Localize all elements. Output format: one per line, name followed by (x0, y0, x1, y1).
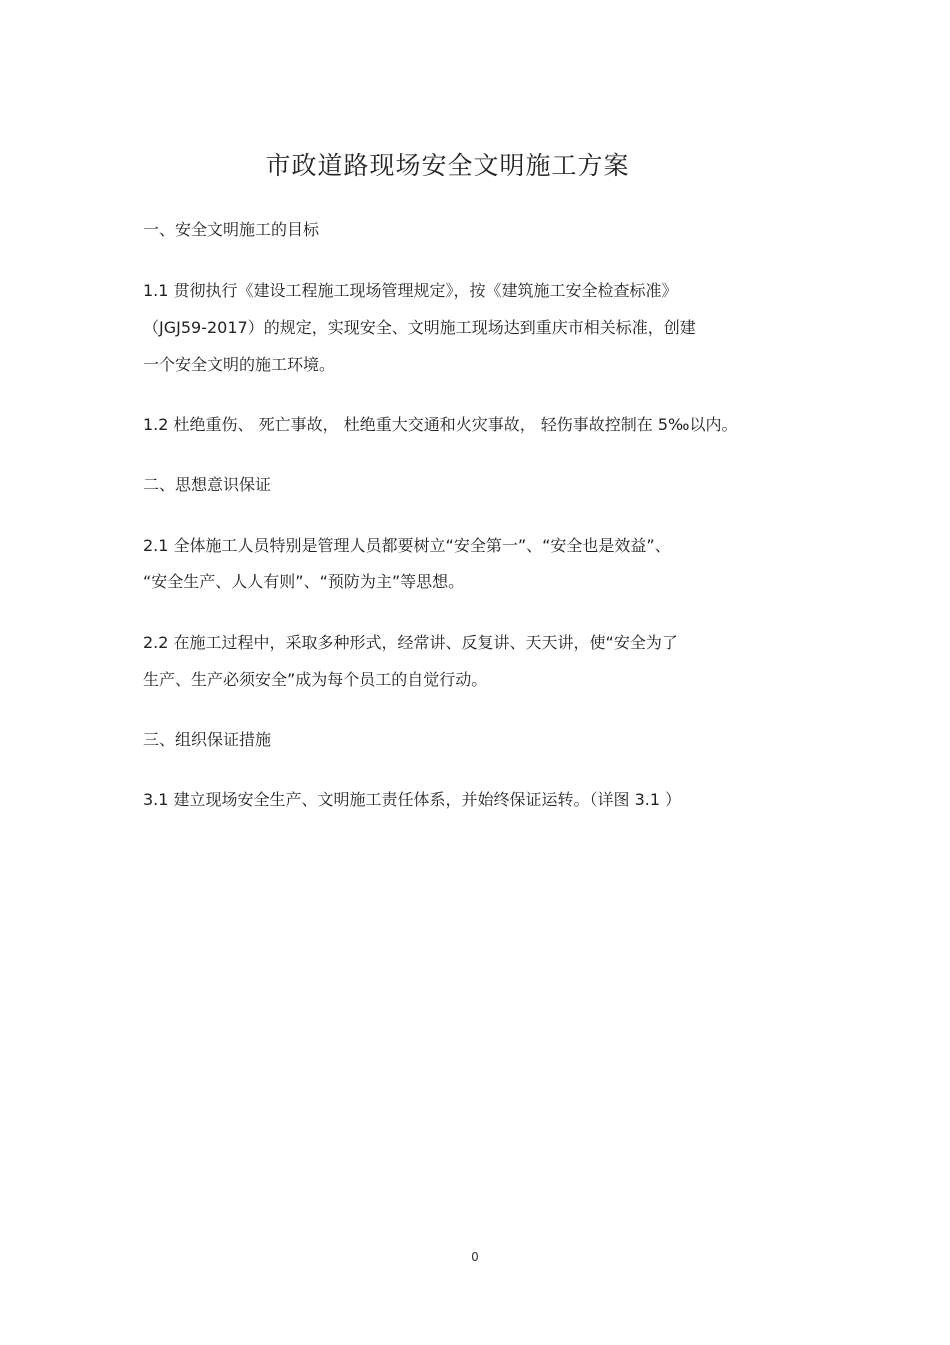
paragraph-2-1-line-1: 2.1 全体施工人员特别是管理人员都要树立“安全第一”、“安全也是效益”、 (143, 536, 671, 555)
paragraph-2-1-line-2: “安全生产、人人有则”、“预防为主”等思想。 (143, 572, 465, 591)
section-heading-3: 三、组织保证措施 (143, 730, 272, 749)
paragraph-1-1-line-2: （JGJ59-2017）的规定，实现安全、文明施工现场达到重庆市相关标准，创建 (143, 318, 696, 337)
paragraph-2-2-line-1: 2.2 在施工过程中，采取多种形式，经常讲、反复讲、天天讲，使“安全为了 (143, 633, 678, 652)
document-title: 市政道路现场安全文明施工方案 (265, 151, 630, 180)
paragraph-1-1-line-1: 1.1 贯彻执行《建设工程施工现场管理规定》，按《建筑施工安全检查标准》 (143, 281, 678, 300)
section-heading-2: 二、思想意识保证 (143, 475, 272, 494)
page-number: 0 (471, 1250, 479, 1264)
paragraph-1-1-line-3: 一个安全文明的施工环境。 (143, 355, 336, 374)
paragraph-2-2-line-2: 生产、生产必须安全”成为每个员工的自觉行动。 (143, 670, 488, 689)
section-heading-1: 一、安全文明施工的目标 (143, 220, 320, 239)
paragraph-3-1: 3.1 建立现场安全生产、文明施工责任体系，并始终保证运转。（详图 3.1 ） (143, 790, 682, 809)
paragraph-1-2: 1.2 杜绝重伤、 死亡事故， 杜绝重大交通和火灾事故， 轻伤事故控制在 5‰以内。 (143, 415, 738, 434)
